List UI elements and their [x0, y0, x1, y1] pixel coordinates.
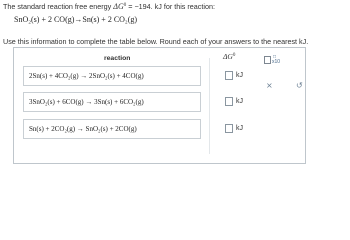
unit-label-1: kJ [236, 72, 243, 79]
reaction-row-1: 2Sn(s) + 4CO₂(g) → 2SnO₂(s) + 4CO(g) [23, 66, 201, 86]
answer-row-3 [225, 124, 243, 133]
close-icon[interactable]: × [266, 81, 273, 90]
reaction-column-header: reaction [104, 55, 131, 62]
answer-row-2 [225, 97, 243, 106]
superscript-box-icon: □ [273, 54, 277, 60]
answer-input-2[interactable] [225, 97, 233, 106]
reaction-row-2: 3SnO₂(s) + 6CO(g) → 3Sn(s) + 6CO₂(g) [23, 92, 201, 112]
reaction-row-3: Sn(s) + 2CO₂(g) → SnO₂(s) + 2CO(g) [23, 119, 201, 139]
delta-g-symbol: $\Delta G^0$ [113, 2, 127, 11]
undo-icon[interactable]: ↺ [296, 81, 303, 90]
answer-row-1 [225, 71, 243, 80]
answer-input-3[interactable] [225, 124, 233, 133]
intro-prefix: The standard reaction free energy [3, 2, 112, 11]
times-ten-label: x10 [272, 59, 281, 65]
intro-text [3, 2, 215, 11]
exponent-format-button[interactable] [264, 54, 286, 66]
unit-label-2: kJ [236, 98, 243, 105]
given-reaction: SnO₂(s) + 2 CO(g)→Sn(s) + 2 CO₂(g) [14, 15, 138, 24]
instructions: Use this information to complete the table below. Round each of your answers to the nearest kJ. [3, 37, 309, 46]
intro-suffix: = −194. kJ for this reaction: [128, 2, 215, 11]
unit-label-3: kJ [236, 125, 243, 132]
delta-g-column-header: $\Delta G^0$ [223, 52, 236, 61]
column-divider [209, 58, 210, 154]
answer-input-1[interactable] [225, 71, 233, 80]
answer-table-panel [13, 47, 306, 164]
input-box-icon [264, 56, 271, 64]
